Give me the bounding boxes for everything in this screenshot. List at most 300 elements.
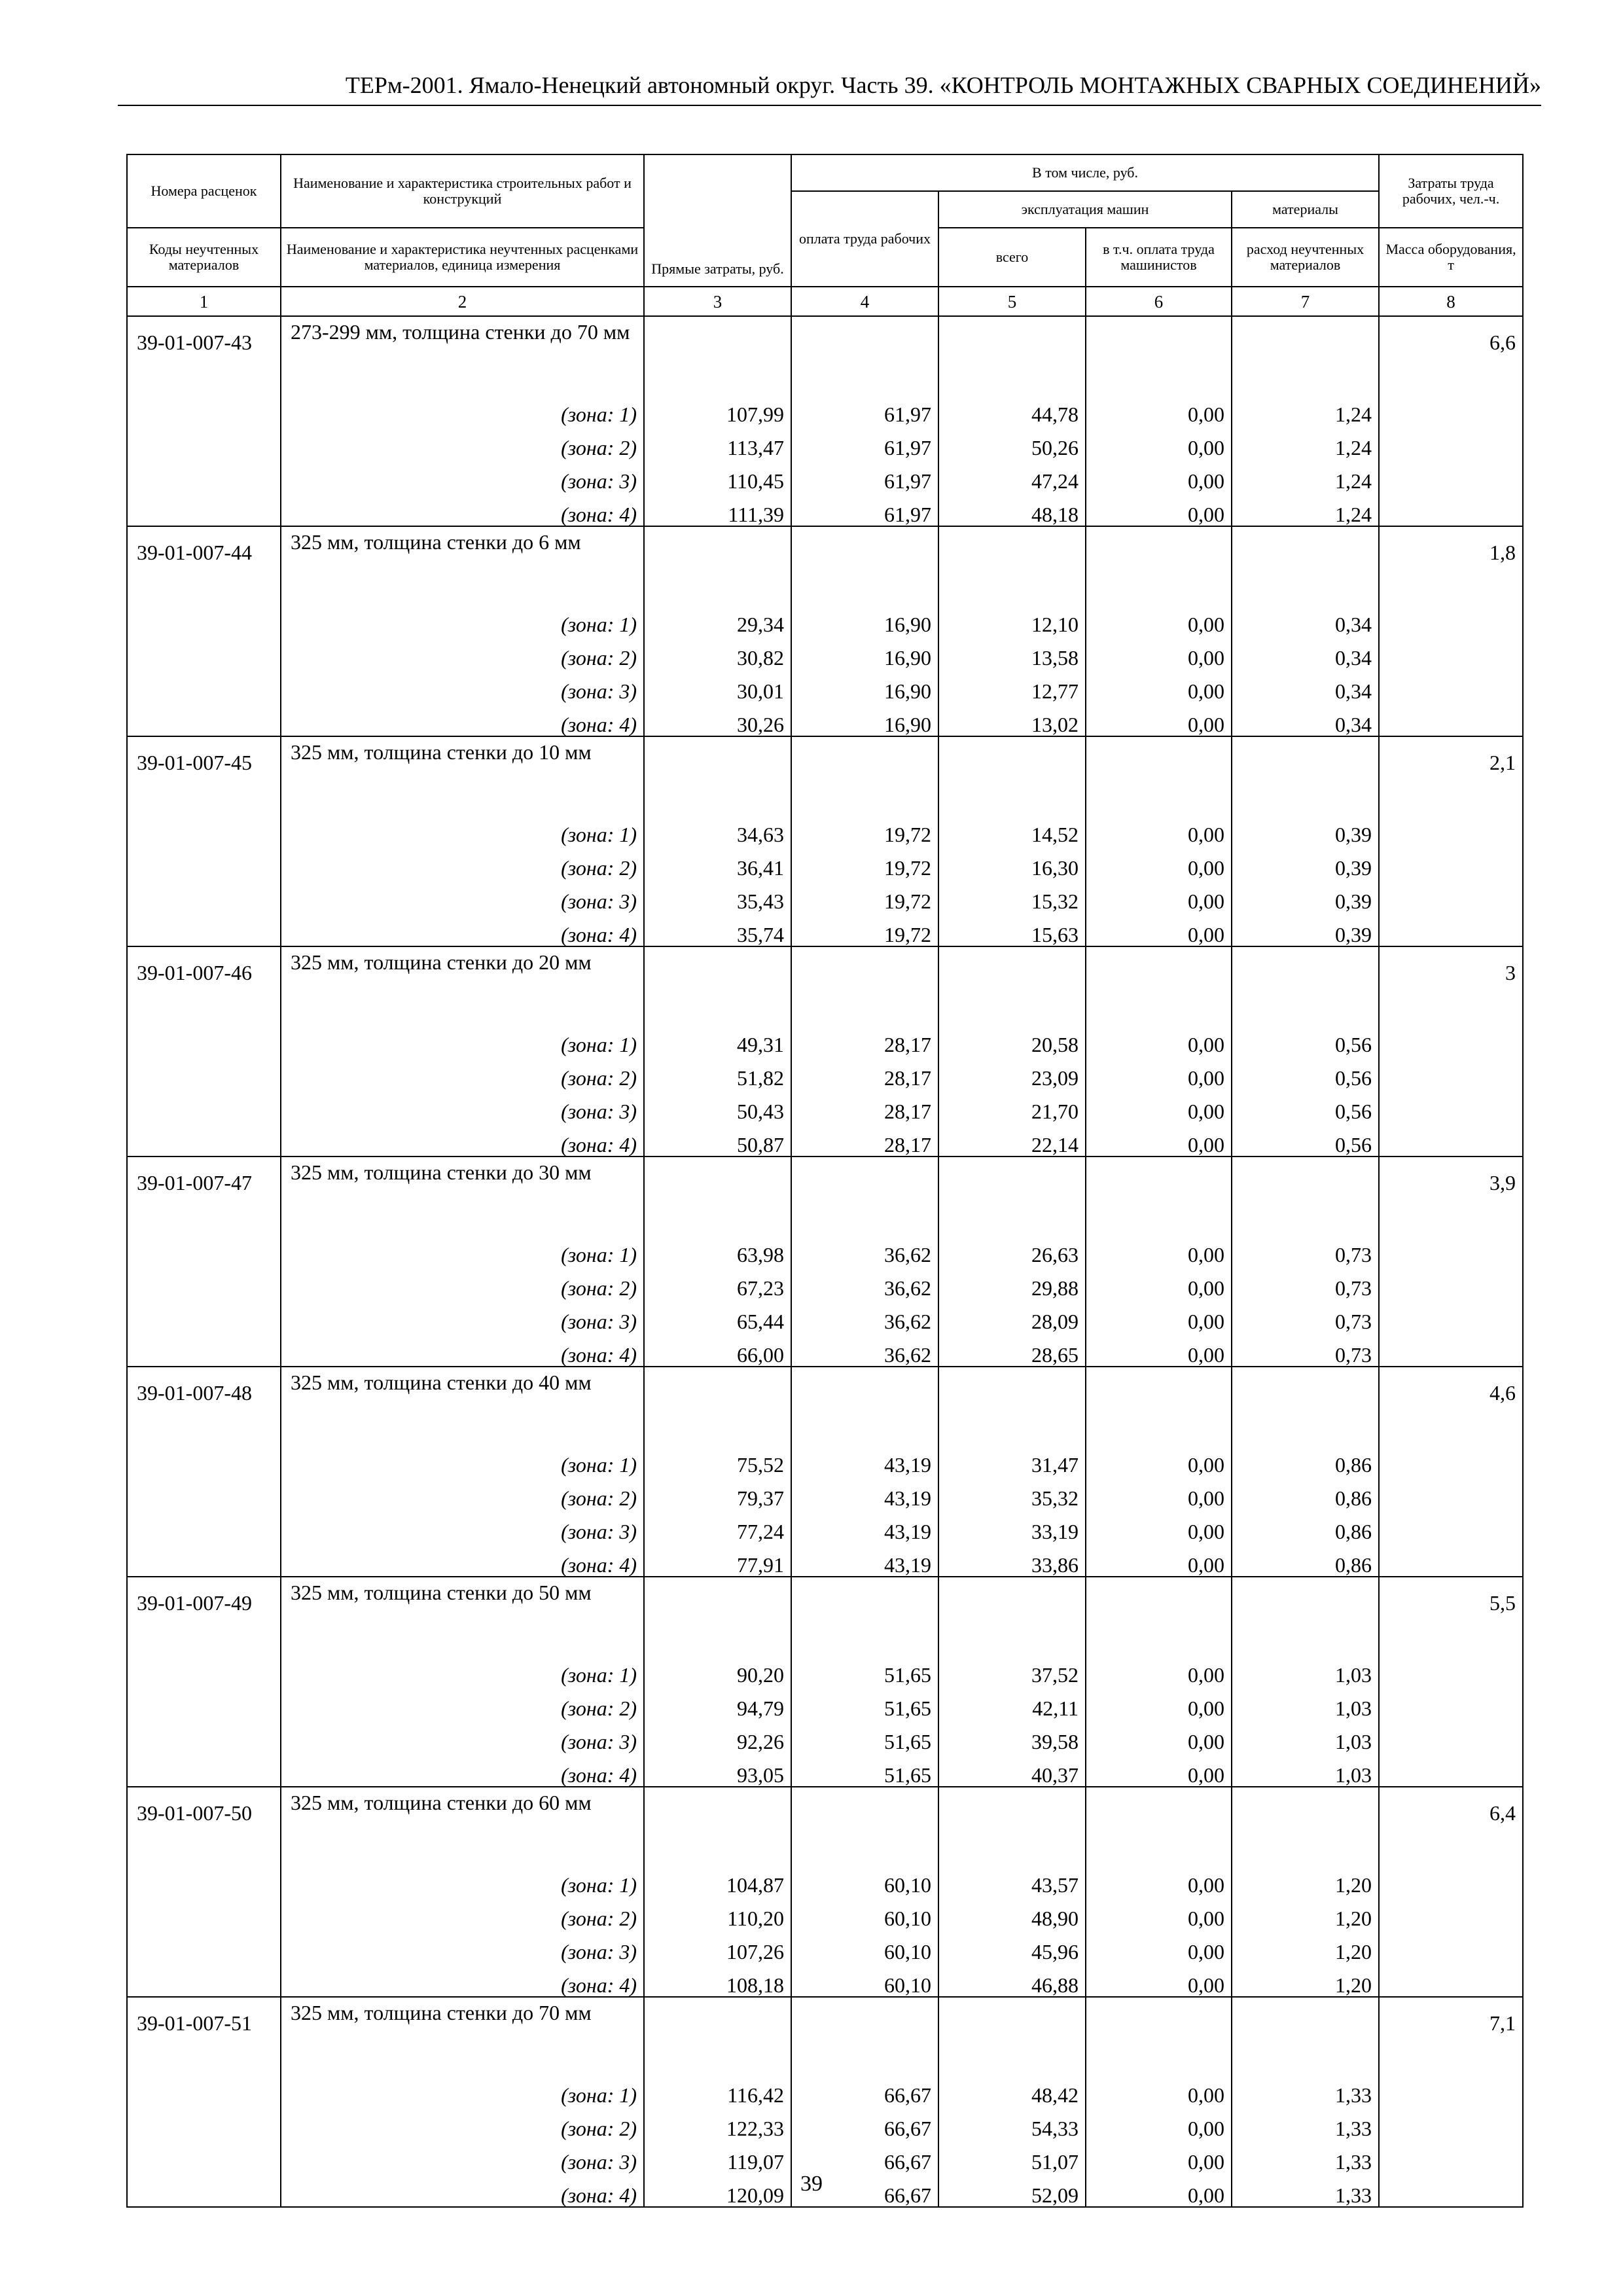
empty-cell: [1379, 602, 1523, 636]
zone-row: [127, 392, 1523, 425]
running-header: ТЕРм-2001. Ямало-Ненецкий автономный округ. Часть 39. «КОНТРОЛЬ МОНТАЖНЫХ СВАРНЫХ СОЕДИНЕНИЙ»: [345, 72, 1541, 98]
zone-label: (зона: 2): [281, 636, 644, 669]
operator-pay-value: 0,00: [1086, 702, 1232, 736]
operator-pay-value: 0,00: [1086, 425, 1232, 459]
direct-costs-value: 79,37: [644, 1476, 791, 1509]
operator-pay-value: 0,00: [1086, 1963, 1232, 1997]
empty-cell: [1232, 1997, 1379, 2073]
machine-total-value: 26,63: [938, 1232, 1086, 1266]
worker-pay-value: 61,97: [791, 492, 938, 526]
header-unaccounted-materials-use: расход неучтенных материалов: [1232, 228, 1379, 287]
column-number: 8: [1379, 287, 1523, 316]
zone-label: (зона: 1): [281, 1863, 644, 1896]
rate-title-row: [127, 1157, 1523, 1232]
column-number: 1: [127, 287, 281, 316]
worker-pay-value: 51,65: [791, 1686, 938, 1719]
rate-code: 39-01-007-45: [127, 736, 281, 812]
zone-label: (зона: 1): [281, 1022, 644, 1056]
machine-total-value: 46,88: [938, 1963, 1086, 1997]
empty-cell: [1379, 912, 1523, 946]
machine-total-value: 40,37: [938, 1753, 1086, 1787]
empty-cell: [791, 1367, 938, 1443]
empty-cell: [644, 526, 791, 602]
empty-cell: [1232, 1787, 1379, 1863]
labor-costs-value: 2,1: [1379, 736, 1523, 812]
empty-cell: [791, 316, 938, 392]
operator-pay-value: 0,00: [1086, 2173, 1232, 2207]
empty-cell: [127, 1056, 281, 1089]
header-machine-total: всего: [938, 228, 1086, 287]
zone-label: (зона: 2): [281, 425, 644, 459]
direct-costs-value: 104,87: [644, 1863, 791, 1896]
empty-cell: [1379, 1333, 1523, 1367]
empty-cell: [127, 1686, 281, 1719]
machine-total-value: 21,70: [938, 1089, 1086, 1122]
worker-pay-value: 51,65: [791, 1719, 938, 1753]
header-machine-operation: эксплуатация машин: [938, 191, 1232, 228]
price-table: [126, 154, 1524, 2208]
column-number: 3: [644, 287, 791, 316]
zone-row: [127, 1509, 1523, 1543]
zone-label: (зона: 4): [281, 702, 644, 736]
zone-row: [127, 1753, 1523, 1787]
operator-pay-value: 0,00: [1086, 2140, 1232, 2173]
header-unaccounted-codes: Коды неучтенных материалов: [127, 228, 281, 287]
empty-cell: [127, 812, 281, 846]
empty-cell: [127, 1299, 281, 1333]
empty-cell: [1379, 1719, 1523, 1753]
empty-cell: [127, 1543, 281, 1577]
machine-total-value: 15,32: [938, 879, 1086, 912]
empty-cell: [1379, 1022, 1523, 1056]
machine-total-value: 20,58: [938, 1022, 1086, 1056]
worker-pay-value: 51,65: [791, 1753, 938, 1787]
empty-cell: [1379, 1686, 1523, 1719]
direct-costs-value: 67,23: [644, 1266, 791, 1299]
labor-costs-value: 7,1: [1379, 1997, 1523, 2073]
machine-total-value: 50,26: [938, 425, 1086, 459]
empty-cell: [1379, 1232, 1523, 1266]
empty-cell: [1379, 2106, 1523, 2140]
header-rate-number: Номера расценок: [127, 154, 281, 228]
operator-pay-value: 0,00: [1086, 1266, 1232, 1299]
operator-pay-value: 0,00: [1086, 812, 1232, 846]
machine-total-value: 23,09: [938, 1056, 1086, 1089]
materials-value: 0,86: [1232, 1443, 1379, 1476]
worker-pay-value: 43,19: [791, 1443, 938, 1476]
rate-name: 325 мм, толщина стенки до 10 мм: [281, 736, 644, 812]
zone-row: [127, 2140, 1523, 2173]
rate-code: 39-01-007-51: [127, 1997, 281, 2073]
machine-total-value: 52,09: [938, 2173, 1086, 2207]
materials-value: 0,39: [1232, 846, 1379, 879]
zone-row: [127, 2106, 1523, 2140]
empty-cell: [127, 1896, 281, 1929]
empty-cell: [1379, 636, 1523, 669]
direct-costs-value: 35,43: [644, 879, 791, 912]
worker-pay-value: 60,10: [791, 1963, 938, 1997]
rate-code: 39-01-007-50: [127, 1787, 281, 1863]
zone-label: (зона: 4): [281, 1333, 644, 1367]
empty-cell: [127, 1122, 281, 1157]
zone-label: (зона: 2): [281, 1476, 644, 1509]
direct-costs-value: 63,98: [644, 1232, 791, 1266]
empty-cell: [1086, 946, 1232, 1022]
zone-label: (зона: 3): [281, 879, 644, 912]
empty-cell: [1086, 1367, 1232, 1443]
materials-value: 1,24: [1232, 425, 1379, 459]
empty-cell: [1232, 1367, 1379, 1443]
materials-value: 0,56: [1232, 1056, 1379, 1089]
operator-pay-value: 0,00: [1086, 2073, 1232, 2106]
operator-pay-value: 0,00: [1086, 1476, 1232, 1509]
worker-pay-value: 16,90: [791, 636, 938, 669]
direct-costs-value: 49,31: [644, 1022, 791, 1056]
empty-cell: [938, 1577, 1086, 1653]
operator-pay-value: 0,00: [1086, 669, 1232, 702]
worker-pay-value: 43,19: [791, 1476, 938, 1509]
zone-label: (зона: 2): [281, 2106, 644, 2140]
machine-total-value: 44,78: [938, 392, 1086, 425]
materials-value: 1,33: [1232, 2173, 1379, 2207]
empty-cell: [127, 1089, 281, 1122]
column-number: 4: [791, 287, 938, 316]
empty-cell: [127, 425, 281, 459]
worker-pay-value: 60,10: [791, 1929, 938, 1963]
materials-value: 1,33: [1232, 2106, 1379, 2140]
empty-cell: [127, 1443, 281, 1476]
empty-cell: [1379, 392, 1523, 425]
operator-pay-value: 0,00: [1086, 1753, 1232, 1787]
empty-cell: [1379, 1509, 1523, 1543]
zone-label: (зона: 4): [281, 492, 644, 526]
zone-row: [127, 1896, 1523, 1929]
empty-cell: [644, 316, 791, 392]
empty-cell: [127, 846, 281, 879]
zone-row: [127, 1443, 1523, 1476]
zone-label: (зона: 2): [281, 1266, 644, 1299]
materials-value: 1,20: [1232, 1963, 1379, 1997]
materials-value: 1,33: [1232, 2073, 1379, 2106]
worker-pay-value: 66,67: [791, 2106, 938, 2140]
rate-name: 325 мм, толщина стенки до 20 мм: [281, 946, 644, 1022]
empty-cell: [938, 1997, 1086, 2073]
operator-pay-value: 0,00: [1086, 846, 1232, 879]
materials-value: 0,73: [1232, 1333, 1379, 1367]
zone-row: [127, 846, 1523, 879]
operator-pay-value: 0,00: [1086, 392, 1232, 425]
operator-pay-value: 0,00: [1086, 1896, 1232, 1929]
header-rule: [118, 105, 1541, 106]
empty-cell: [1379, 2140, 1523, 2173]
empty-cell: [1379, 1543, 1523, 1577]
page-number: 39: [800, 2172, 823, 2196]
worker-pay-value: 60,10: [791, 1896, 938, 1929]
zone-row: [127, 1929, 1523, 1963]
worker-pay-value: 36,62: [791, 1299, 938, 1333]
empty-cell: [1232, 1157, 1379, 1232]
table-header: [127, 154, 1523, 316]
rate-name: 325 мм, толщина стенки до 40 мм: [281, 1367, 644, 1443]
empty-cell: [938, 1787, 1086, 1863]
operator-pay-value: 0,00: [1086, 492, 1232, 526]
direct-costs-value: 35,74: [644, 912, 791, 946]
rate-name: 325 мм, толщина стенки до 50 мм: [281, 1577, 644, 1653]
empty-cell: [644, 1577, 791, 1653]
empty-cell: [127, 2140, 281, 2173]
machine-total-value: 33,19: [938, 1509, 1086, 1543]
zone-row: [127, 2073, 1523, 2106]
machine-total-value: 31,47: [938, 1443, 1086, 1476]
empty-cell: [1086, 1787, 1232, 1863]
zone-label: (зона: 3): [281, 1509, 644, 1543]
worker-pay-value: 61,97: [791, 459, 938, 492]
machine-total-value: 22,14: [938, 1122, 1086, 1157]
operator-pay-value: 0,00: [1086, 912, 1232, 946]
worker-pay-value: 36,62: [791, 1333, 938, 1367]
materials-value: 0,56: [1232, 1122, 1379, 1157]
zone-label: (зона: 2): [281, 1056, 644, 1089]
rate-title-row: [127, 1367, 1523, 1443]
empty-cell: [127, 1963, 281, 1997]
empty-cell: [938, 946, 1086, 1022]
zone-row: [127, 1089, 1523, 1122]
empty-cell: [938, 316, 1086, 392]
empty-cell: [1379, 879, 1523, 912]
empty-cell: [127, 1653, 281, 1686]
machine-total-value: 28,65: [938, 1333, 1086, 1367]
worker-pay-value: 19,72: [791, 879, 938, 912]
machine-total-value: 33,86: [938, 1543, 1086, 1577]
direct-costs-value: 77,24: [644, 1509, 791, 1543]
zone-label: (зона: 4): [281, 1753, 644, 1787]
header-machine-operator-pay: в т.ч. оплата труда машинистов: [1086, 228, 1232, 287]
machine-total-value: 48,90: [938, 1896, 1086, 1929]
rate-title-row: [127, 946, 1523, 1022]
empty-cell: [127, 1266, 281, 1299]
materials-value: 0,39: [1232, 912, 1379, 946]
column-number: 6: [1086, 287, 1232, 316]
zone-label: (зона: 1): [281, 1232, 644, 1266]
rate-name: 325 мм, толщина стенки до 70 мм: [281, 1997, 644, 2073]
operator-pay-value: 0,00: [1086, 1232, 1232, 1266]
empty-cell: [1379, 1753, 1523, 1787]
rate-code: 39-01-007-43: [127, 316, 281, 392]
zone-label: (зона: 4): [281, 912, 644, 946]
machine-total-value: 29,88: [938, 1266, 1086, 1299]
rate-name: 325 мм, толщина стенки до 6 мм: [281, 526, 644, 602]
empty-cell: [791, 1577, 938, 1653]
materials-value: 0,34: [1232, 702, 1379, 736]
operator-pay-value: 0,00: [1086, 1863, 1232, 1896]
zone-label: (зона: 4): [281, 1963, 644, 1997]
empty-cell: [1086, 736, 1232, 812]
materials-value: 1,33: [1232, 2140, 1379, 2173]
operator-pay-value: 0,00: [1086, 1543, 1232, 1577]
materials-value: 0,86: [1232, 1476, 1379, 1509]
materials-value: 0,73: [1232, 1266, 1379, 1299]
zone-row: [127, 425, 1523, 459]
worker-pay-value: 19,72: [791, 846, 938, 879]
zone-label: (зона: 3): [281, 669, 644, 702]
operator-pay-value: 0,00: [1086, 636, 1232, 669]
zone-row: [127, 1653, 1523, 1686]
operator-pay-value: 0,00: [1086, 1122, 1232, 1157]
operator-pay-value: 0,00: [1086, 1022, 1232, 1056]
zone-row: [127, 669, 1523, 702]
worker-pay-value: 19,72: [791, 812, 938, 846]
materials-value: 1,03: [1232, 1686, 1379, 1719]
zone-row: [127, 1122, 1523, 1157]
direct-costs-value: 51,82: [644, 1056, 791, 1089]
empty-cell: [1379, 425, 1523, 459]
empty-cell: [1379, 459, 1523, 492]
zone-row: [127, 702, 1523, 736]
zone-row: [127, 636, 1523, 669]
empty-cell: [791, 526, 938, 602]
zone-row: [127, 1863, 1523, 1896]
empty-cell: [127, 2073, 281, 2106]
column-number: 5: [938, 287, 1086, 316]
zone-row: [127, 1232, 1523, 1266]
empty-cell: [1379, 1443, 1523, 1476]
direct-costs-value: 34,63: [644, 812, 791, 846]
worker-pay-value: 16,90: [791, 602, 938, 636]
direct-costs-value: 113,47: [644, 425, 791, 459]
materials-value: 0,73: [1232, 1299, 1379, 1333]
empty-cell: [127, 1929, 281, 1963]
column-number: 2: [281, 287, 644, 316]
zone-row: [127, 1266, 1523, 1299]
materials-value: 0,39: [1232, 879, 1379, 912]
operator-pay-value: 0,00: [1086, 879, 1232, 912]
empty-cell: [1379, 1056, 1523, 1089]
materials-value: 1,24: [1232, 392, 1379, 425]
empty-cell: [127, 1232, 281, 1266]
machine-total-value: 48,18: [938, 492, 1086, 526]
worker-pay-value: 19,72: [791, 912, 938, 946]
zone-label: (зона: 1): [281, 602, 644, 636]
empty-cell: [1232, 946, 1379, 1022]
empty-cell: [127, 1719, 281, 1753]
zone-label: (зона: 3): [281, 1299, 644, 1333]
materials-value: 0,56: [1232, 1089, 1379, 1122]
header-labor-costs: Затраты труда рабочих, чел.-ч.: [1379, 154, 1523, 228]
machine-total-value: 51,07: [938, 2140, 1086, 2173]
operator-pay-value: 0,00: [1086, 1089, 1232, 1122]
empty-cell: [1379, 1963, 1523, 1997]
empty-cell: [1379, 1476, 1523, 1509]
zone-row: [127, 1963, 1523, 1997]
header-including: В том числе, руб.: [791, 154, 1379, 191]
empty-cell: [1379, 2073, 1523, 2106]
materials-value: 0,86: [1232, 1509, 1379, 1543]
operator-pay-value: 0,00: [1086, 1509, 1232, 1543]
zone-row: [127, 1056, 1523, 1089]
machine-total-value: 14,52: [938, 812, 1086, 846]
empty-cell: [1379, 669, 1523, 702]
worker-pay-value: 61,97: [791, 392, 938, 425]
zone-label: (зона: 3): [281, 1089, 644, 1122]
zone-row: [127, 1719, 1523, 1753]
operator-pay-value: 0,00: [1086, 1653, 1232, 1686]
materials-value: 1,24: [1232, 492, 1379, 526]
empty-cell: [127, 392, 281, 425]
rate-code: 39-01-007-49: [127, 1577, 281, 1653]
empty-cell: [1379, 702, 1523, 736]
empty-cell: [1232, 316, 1379, 392]
machine-total-value: 42,11: [938, 1686, 1086, 1719]
materials-value: 0,86: [1232, 1543, 1379, 1577]
zone-label: (зона: 1): [281, 392, 644, 425]
materials-value: 1,24: [1232, 459, 1379, 492]
worker-pay-value: 36,62: [791, 1266, 938, 1299]
worker-pay-value: 28,17: [791, 1056, 938, 1089]
zone-row: [127, 1476, 1523, 1509]
zone-label: (зона: 1): [281, 2073, 644, 2106]
direct-costs-value: 75,52: [644, 1443, 791, 1476]
materials-value: 1,03: [1232, 1753, 1379, 1787]
rate-code: 39-01-007-46: [127, 946, 281, 1022]
direct-costs-value: 77,91: [644, 1543, 791, 1577]
empty-cell: [1086, 526, 1232, 602]
empty-cell: [644, 946, 791, 1022]
zone-row: [127, 459, 1523, 492]
direct-costs-value: 65,44: [644, 1299, 791, 1333]
empty-cell: [938, 1157, 1086, 1232]
rate-name: 273-299 мм, толщина стенки до 70 мм: [281, 316, 644, 392]
zone-label: (зона: 3): [281, 1719, 644, 1753]
materials-value: 1,03: [1232, 1653, 1379, 1686]
worker-pay-value: 16,90: [791, 702, 938, 736]
machine-total-value: 47,24: [938, 459, 1086, 492]
header-work-name: Наименование и характеристика строительных работ и конструкций: [281, 154, 644, 228]
machine-total-value: 35,32: [938, 1476, 1086, 1509]
empty-cell: [1232, 1577, 1379, 1653]
empty-cell: [644, 1787, 791, 1863]
worker-pay-value: 60,10: [791, 1863, 938, 1896]
machine-total-value: 13,58: [938, 636, 1086, 669]
rate-name: 325 мм, толщина стенки до 60 мм: [281, 1787, 644, 1863]
machine-total-value: 45,96: [938, 1929, 1086, 1963]
direct-costs-value: 50,43: [644, 1089, 791, 1122]
machine-total-value: 15,63: [938, 912, 1086, 946]
column-number: 7: [1232, 287, 1379, 316]
empty-cell: [938, 1367, 1086, 1443]
empty-cell: [1379, 1299, 1523, 1333]
empty-cell: [1379, 812, 1523, 846]
labor-costs-value: 6,6: [1379, 316, 1523, 392]
materials-value: 0,34: [1232, 636, 1379, 669]
operator-pay-value: 0,00: [1086, 459, 1232, 492]
zone-row: [127, 602, 1523, 636]
worker-pay-value: 16,90: [791, 669, 938, 702]
empty-cell: [791, 1787, 938, 1863]
empty-cell: [127, 636, 281, 669]
empty-cell: [127, 1509, 281, 1543]
zone-row: [127, 912, 1523, 946]
machine-total-value: 37,52: [938, 1653, 1086, 1686]
materials-value: 1,03: [1232, 1719, 1379, 1753]
machine-total-value: 43,57: [938, 1863, 1086, 1896]
empty-cell: [644, 736, 791, 812]
zone-label: (зона: 3): [281, 459, 644, 492]
zone-label: (зона: 3): [281, 2140, 644, 2173]
direct-costs-value: 30,01: [644, 669, 791, 702]
direct-costs-value: 122,33: [644, 2106, 791, 2140]
header-worker-pay: оплата труда рабочих: [791, 191, 938, 287]
operator-pay-value: 0,00: [1086, 2106, 1232, 2140]
